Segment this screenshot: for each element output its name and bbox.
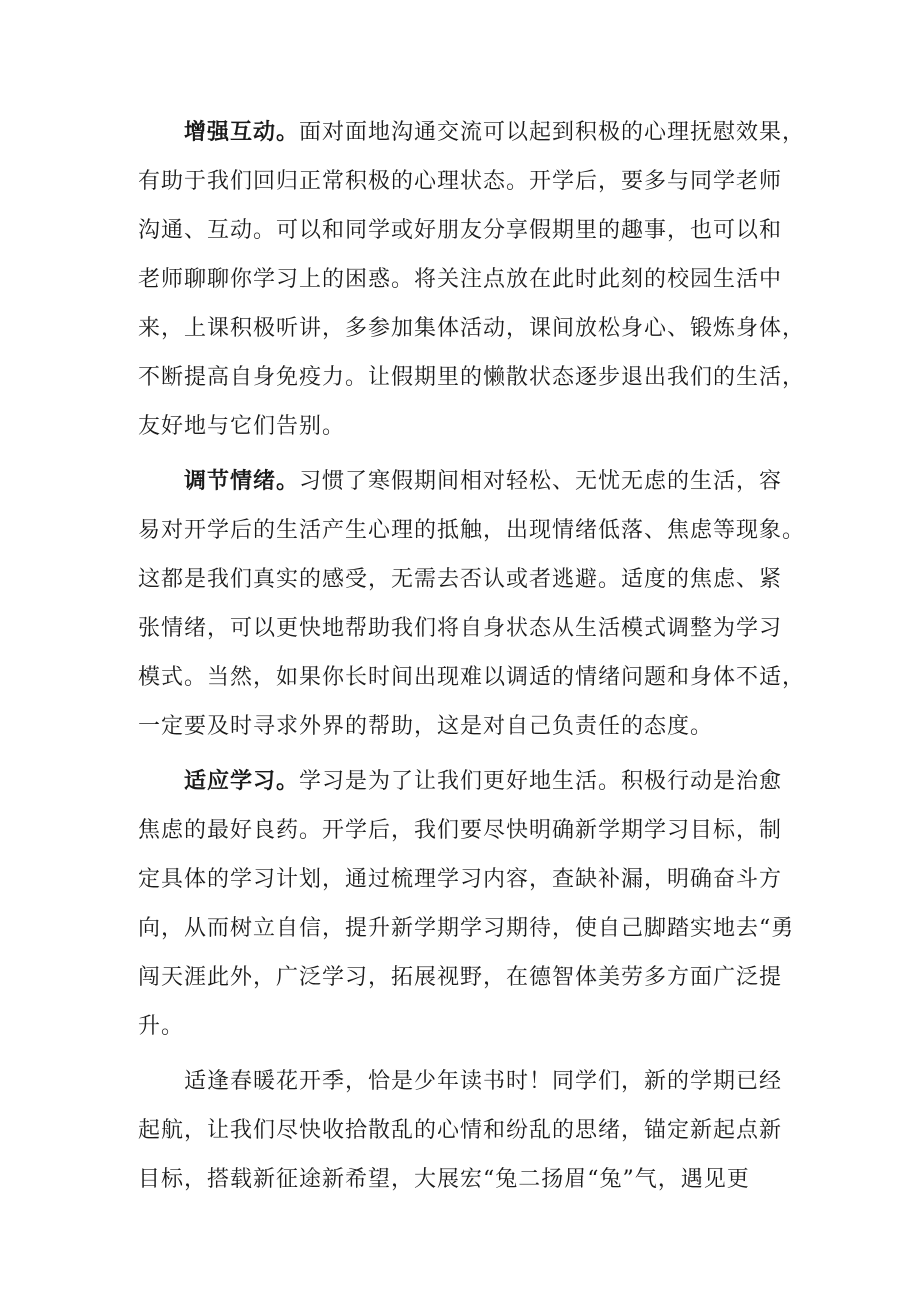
paragraph-line: 起航，让我们尽快收拾散乱的心情和纷乱的思绪，锚定新起点新: [138, 1118, 783, 1143]
paragraph-heading: 调节情绪。: [184, 469, 300, 494]
paragraph-heading: 增强互动。: [184, 120, 300, 145]
paragraph-line: 适逢春暖花开季，恰是少年读书时！同学们，新的学期已经: [184, 1069, 783, 1094]
paragraph-line: 张情绪，可以更快地帮助我们将自身状态从生活模式调整为学习: [138, 616, 783, 641]
paragraph-heading: 适应学习。: [184, 769, 300, 794]
paragraph-line: 升。: [138, 1014, 185, 1039]
document-body: [138, 108, 806, 1204]
paragraph-adapt-to-study: [138, 757, 798, 1051]
paragraph-enhance-interaction: [138, 108, 806, 451]
paragraph-line: 易对开学后的生活产生心理的抵触，出现情绪低落、焦虑等现象。: [138, 518, 806, 543]
paragraph-line: 有助于我们回归正常积极的心理状态。开学后，要多与同学老师: [138, 169, 783, 194]
paragraph-line: 友好地与它们告别。: [138, 414, 346, 439]
paragraph-line: 调节情绪。习惯了寒假期间相对轻松、无忧无虑的生活，容: [184, 469, 783, 494]
paragraph-line: 向，从而树立自信，提升新学期学习期待，使自己脚踏实地去“勇: [138, 916, 795, 941]
paragraph-line: 焦虑的最好良药。开学后，我们要尽快明确新学期学习目标，制: [138, 818, 783, 843]
paragraph-line: 一定要及时寻求外界的帮助，这是对自己负责任的态度。: [138, 714, 714, 739]
paragraph-line: 增强互动。面对面地沟通交流可以起到积极的心理抚慰效果，: [184, 120, 806, 145]
paragraph-closing: [138, 1057, 798, 1204]
paragraph-line: 来，上课积极听讲，多参加集体活动，课间放松身心、锻炼身体，: [138, 316, 806, 341]
paragraph-regulate-emotions: [138, 457, 806, 751]
paragraph-line: 模式。当然，如果你长时间出现难以调适的情绪问题和身体不适，: [138, 665, 806, 690]
paragraph-line: 目标，搭载新征途新希望，大展宏“兔二扬眉“兔”气，遇见更: [138, 1167, 750, 1192]
paragraph-line: 不断提高自身免疫力。让假期里的懒散状态逐步退出我们的生活，: [138, 365, 806, 390]
paragraph-line: 这都是我们真实的感受，无需去否认或者逃避。适度的焦虑、紧: [138, 567, 783, 592]
paragraph-line: 老师聊聊你学习上的困惑。将关注点放在此时此刻的校园生活中: [138, 267, 783, 292]
paragraph-line: 适应学习。学习是为了让我们更好地生活。积极行动是治愈: [184, 769, 783, 794]
paragraph-line: 沟通、互动。可以和同学或好朋友分享假期里的趣事，也可以和: [138, 218, 783, 243]
paragraph-line: 定具体的学习计划，通过梳理学习内容，查缺补漏，明确奋斗方: [138, 867, 783, 892]
paragraph-line: 闯天涯此外，广泛学习，拓展视野，在德智体美劳多方面广泛提: [138, 965, 783, 990]
